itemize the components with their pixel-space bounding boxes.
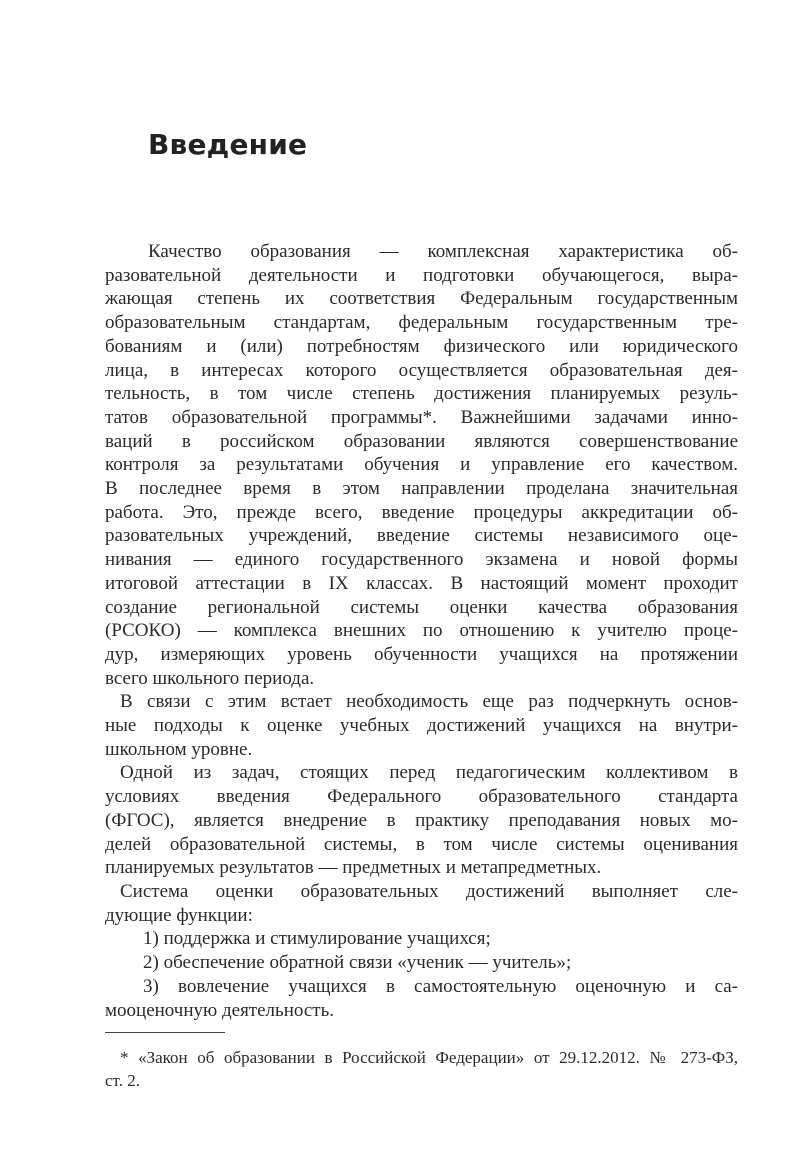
list-item: 3) вовлечение учащихся в самостоятельную оценочную и са- (143, 975, 738, 997)
text-line: (РСОКО) — комплекса внешних по отношению к учителю проце- (105, 620, 738, 642)
footnote-line: ст. 2. (105, 1071, 140, 1090)
text-line: всего школьного периода. (105, 667, 315, 689)
text-line: делей образовательной системы, в том числе системы оценивания (105, 833, 738, 855)
text-line: татов образовательной программы*. Важнейшими задачами инно- (105, 406, 738, 428)
paragraph (105, 240, 738, 690)
text-line: ваций в российском образовании являются совершенствование (105, 430, 738, 452)
text-line: контроля за результатами обучения и управление его качеством. (105, 454, 738, 476)
text-line: создание региональной системы оценки качества образования (105, 596, 738, 618)
paragraph (105, 880, 738, 927)
text-line: В последнее время в этом направлении проделана значительная (105, 478, 738, 500)
text-line: итоговой аттестации в IX классах. В настоящий момент проходит (105, 572, 738, 594)
footnote-line: * «Закон об образовании в Российской Федерации» от 29.12.2012. № 273-ФЗ, (120, 1048, 738, 1067)
text-line: планируемых результатов — предметных и метапредметных. (105, 857, 602, 879)
text-line: дур, измеряющих уровень обученности учащихся на протяжении (105, 643, 738, 665)
text-line: Система оценки образовательных достижений выполняет сле- (120, 880, 738, 902)
text-line: условиях введения Федерального образовательного стандарта (105, 786, 738, 808)
text-line: (ФГОС), является внедрение в практику преподавания новых мо- (105, 809, 738, 831)
text-line: лица, в интересах которого осуществляется образовательная дея- (105, 359, 738, 381)
text-line: разовательной деятельности и подготовки обучающегося, выра- (105, 264, 738, 286)
text-line: жающая степень их соответствия Федеральным государственным (105, 288, 738, 310)
text-line: В связи с этим встает необходимость еще раз подчеркнуть основ- (120, 691, 738, 713)
text-line: нивания — единого государственного экзамена и новой формы (105, 549, 738, 571)
text-line: Одной из задач, стоящих перед педагогическим коллективом в (120, 762, 738, 784)
list-item: 1) поддержка и стимулирование учащихся; (143, 928, 491, 950)
text-line: Качество образования — комплексная характеристика об- (148, 241, 738, 262)
footnote (105, 1046, 738, 1092)
text-line: школьном уровне. (105, 738, 253, 760)
page-title: Введение (148, 128, 308, 161)
footnote-divider (105, 1032, 225, 1033)
text-line: разовательных учреждений, введение системы независимого оце- (105, 525, 738, 547)
text-line: дующие функции: (105, 904, 253, 926)
functions-list (105, 927, 738, 1022)
text-line: образовательным стандартам, федеральным государственным тре- (105, 312, 738, 334)
text-line: ные подходы к оценке учебных достижений учащихся на внутри- (105, 715, 738, 737)
text-line: работа. Это, прежде всего, введение процедуры аккредитации об- (105, 501, 738, 523)
text-line: тельность, в том числе степень достижения планируемых резуль- (105, 383, 738, 405)
text-line: бованиям и (или) потребностям физического или юридического (105, 335, 738, 357)
list-item: мооценочную деятельность. (105, 999, 334, 1021)
body-text (105, 240, 738, 1022)
paragraph (105, 690, 738, 761)
paragraph (105, 761, 738, 880)
list-item: 2) обеспечение обратной связи «ученик — учитель»; (143, 952, 572, 974)
